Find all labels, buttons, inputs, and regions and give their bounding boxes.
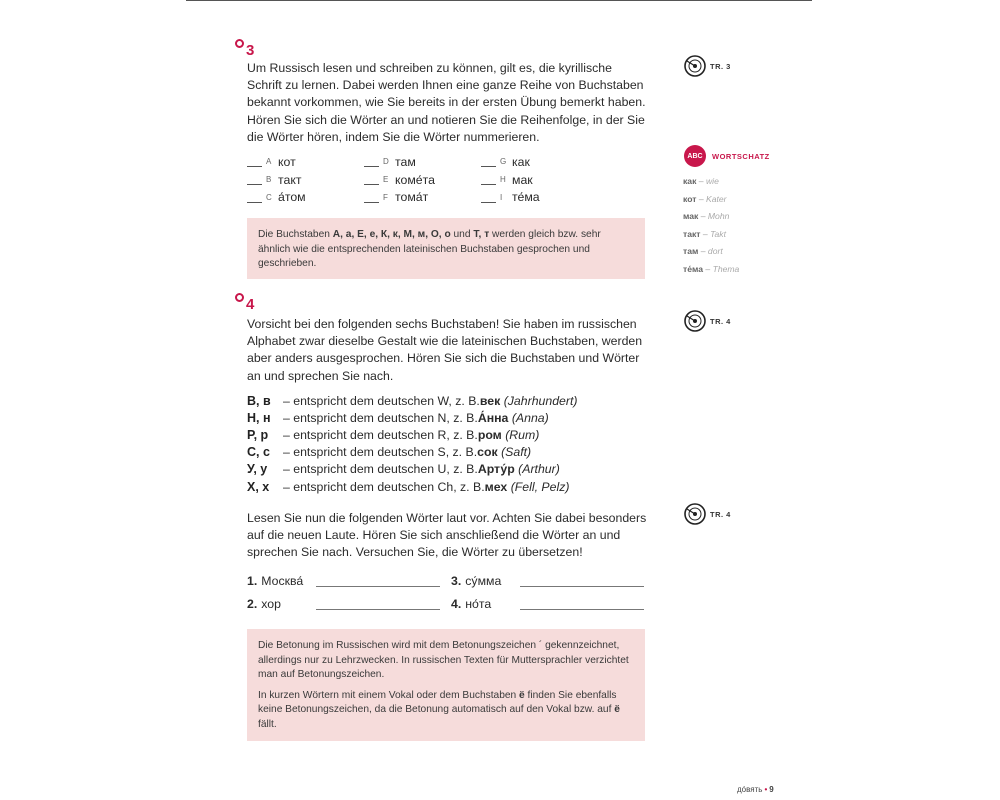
letter-rule: В, в – entspricht dem deutschen W, z. B. век (Jahrhundert): [247, 393, 578, 408]
wortschatz-heading: ABC WORTSCHATZ: [684, 145, 770, 167]
answer-blank[interactable]: [364, 156, 379, 167]
audio-track[interactable]: TR. 4: [684, 503, 731, 525]
letter-rule: С, с – entspricht dem deutschen S, z. B. сок (Saft): [247, 444, 532, 459]
audio-track[interactable]: TR. 4: [684, 310, 731, 332]
word-grid: [247, 153, 647, 206]
exercise-4-instructions-2: Lesen Sie nun die folgenden Wörter laut vor. Achten Sie dabei besonders auf die neuen Laute. Hören Sie sich anschließend die Wörter an und sprechen Sie nach. Versuchen Sie, die Wörter zu übersetzen!: [247, 511, 647, 560]
word-item: A кот: [247, 155, 364, 169]
page-word: дóвять: [737, 785, 763, 794]
page-footer: дóвять • 9: [737, 785, 774, 794]
exercise-number: 3: [246, 42, 255, 59]
vocab-list: [683, 173, 739, 278]
answer-line[interactable]: [520, 609, 644, 610]
translate-row: [247, 572, 647, 592]
vocab-item: такт – Takt: [683, 228, 726, 239]
info-box-letters: Die Buchstaben А, а, Е, е, К, к, М, м, О, о und Т, т werden gleich bzw. sehr ähnlich wie die entsprechenden lateinischen Buchstaben gesprochen und geschrieben.: [247, 218, 645, 279]
answer-blank[interactable]: [481, 192, 496, 203]
translate-item: 2. хор: [247, 597, 281, 611]
translate-item: 4. но́та: [451, 597, 492, 611]
top-rule: [186, 0, 812, 1]
exercise-4-instructions: Vorsicht bei den folgenden sechs Buchstaben! Sie haben im russischen Alphabet zwar dieselbe Gestalt wie die lateinischen Buchstaben, werden aber anders ausgesprochen. Hören Sie sich die Buchstaben und Wörter an und sprechen Sie nach.: [247, 317, 643, 383]
letter-rule: У, у – entspricht dem deutschen U, z. B. Арту́р (Arthur): [247, 461, 560, 476]
audio-track[interactable]: TR. 3: [684, 55, 731, 77]
translate-item: 3. су́мма: [451, 574, 502, 588]
word-item: C а́том: [247, 190, 364, 204]
word-item: H мак: [481, 173, 598, 187]
vocab-item: там – dort: [683, 246, 723, 256]
answer-blank[interactable]: [364, 174, 379, 185]
exercise-4-heading: [235, 293, 254, 313]
answer-blank[interactable]: [481, 174, 496, 185]
exercise-3-heading: [235, 39, 254, 59]
answer-blank[interactable]: [481, 156, 496, 167]
word-item: B такт: [247, 173, 364, 187]
letter-rule: Х, х – entspricht dem deutschen Ch, z. B. мех (Fell, Pelz): [247, 479, 570, 494]
letter-rule: Р, р – entspricht dem deutschen R, z. B. ром (Rum): [247, 427, 540, 442]
vocab-item: кот – Kater: [683, 193, 727, 204]
info-box-stress: Die Betonung im Russischen wird mit dem Betonungszeichen ´ gekennzeichnet, allerdings nur zu Lehrzwecken. In russischen Texten für Muttersprachler verzichtet man auf Betonungszeichen. In kurzen Wörtern mit einem Vokal oder dem Buchstaben ё finden Sie ebenfalls keine Betonungszeichen, da die Betonung automatisch auf den Vokal bzw. auf ё fällt.: [247, 629, 645, 741]
exercise-number: 4: [246, 296, 255, 313]
cd-icon: [684, 310, 706, 332]
audio-dot-icon: [235, 293, 244, 302]
answer-line[interactable]: [316, 609, 440, 610]
answer-line[interactable]: [520, 586, 644, 587]
letter-rule: Н, н – entspricht dem deutschen N, z. B. А́нна (Anna): [247, 410, 549, 425]
word-item: D там: [364, 155, 481, 169]
page-number: 9: [769, 785, 774, 794]
translate-row: [247, 595, 647, 615]
word-item: E коме́та: [364, 173, 481, 187]
word-item: I те́ма: [481, 190, 598, 204]
answer-blank[interactable]: [364, 192, 379, 203]
word-item: F тома́т: [364, 190, 481, 204]
abc-icon: ABC: [684, 145, 706, 167]
vocab-item: мак – Mohn: [683, 211, 730, 221]
exercise-3-instructions: Um Russisch lesen und schreiben zu können, gilt es, die kyrillische Schrift zu lernen. Dabei werden Ihnen eine ganze Reihe von Buchstaben bekannt vorkommen, wie Sie bereits in der ersten Übung bemerkt haben. Hören Sie sich die Wörter an und notieren Sie die Reihenfolge, in der Sie die Wörter hören, indem Sie die Wörter nummerieren.: [247, 61, 646, 144]
answer-blank[interactable]: [247, 192, 262, 203]
answer-line[interactable]: [316, 586, 440, 587]
vocab-item: те́ма – Thema: [683, 263, 740, 274]
cd-icon: [684, 55, 706, 77]
word-item: G как: [481, 155, 598, 169]
answer-blank[interactable]: [247, 174, 262, 185]
translate-item: 1. Москва́: [247, 574, 304, 588]
vocab-item: как – wie: [683, 176, 719, 186]
answer-blank[interactable]: [247, 156, 262, 167]
audio-dot-icon: [235, 39, 244, 48]
cd-icon: [684, 503, 706, 525]
